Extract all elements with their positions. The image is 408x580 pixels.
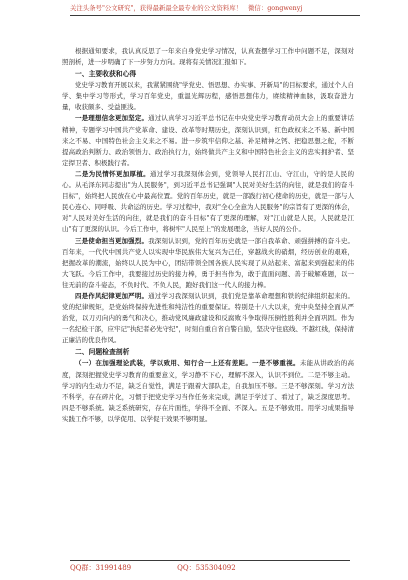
item-3-text: 我深刻认识到，党的百年历史就是一部自我革命、顽强拼搏的奋斗史。百年来，一代代中国共产党人以实现中华民族伟大复兴为己任，穿越战火的硝烟，经历创业的艰难，把握改革的潮流，始终以人民为中心，团结带领全国各族人民实现了从站起来、富起来到强起来的伟大飞跃。今后工作中，我要接过历史的接力棒，勇于担当作为，敢于直面问题、善于破解难题，以一往无前的奋斗姿态，不负时代、不负人民，跑好我们这一代人的接力棒。 (62, 236, 355, 289)
section-2-sub-heading: （一）在加强理论武装，学以致用、知行合一上还有差距。 (75, 359, 253, 368)
section-2-point-heading: 一是不够重视。 (252, 359, 300, 368)
banner-follow-text: 关注头条号"公文研究"，获得最新最全最专业的公文资料库！ (70, 4, 243, 12)
section-2-heading: 二、问题检查剖析 (75, 348, 130, 357)
item-2-heading: 二是为民情怀更加厚植。 (75, 169, 150, 178)
banner-wechat-id: gongwenyj (267, 4, 303, 12)
footer-qq-group-number: 31991489 (95, 564, 132, 572)
footer-qq (177, 564, 236, 572)
top-banner (70, 2, 360, 16)
section-1-heading: 一、主要收获和心得 (75, 70, 137, 79)
item-3-heading: 三是使命担当更加强烈。 (75, 236, 149, 245)
footer-bar (70, 560, 350, 575)
section-2-text: 未能从讲政治的高度，深刻把握党史学习教育的重要意义，学习静不下心，理解不深入，认识不到位。二是不够主动。学习的内生动力不足，缺乏自觉性，满足于跟着大部队走，自我加压不够。三是不够深刻。学习方法不科学，存在碎片化，习惯于把党史学习当作任务来完成，满足于学过了、看过了，缺乏深度思考。四是不够系统。缺乏系统研究，存在片面性，学得不全面、不深入。五是不够致用。用学习成果指导实践工作不够，以学促用、以学促干效果不够明显。 (62, 359, 354, 423)
footer-qq-group (70, 561, 131, 575)
item-4-heading: 四是作风纪律更加严明。 (75, 291, 149, 300)
item-1-text: 通过认真学习习近平总书记在中央党史学习教育动员大会上的重要讲话精神，专题学习中国共产党革命、建设、改革等时期历史，深刻认识到，红色政权来之不易、新中国来之不易、中国特色社会主义来之不易。进一步筑牢信仰之基、补足精神之钙、把稳思想之舵，不断提高政治判断力、政治领悟力、政治执行力，始终做共产主义和中国特色社会主义的忠实拥护者、坚定捍卫者、积极践行者。 (62, 114, 355, 167)
item-3-paragraph (62, 236, 354, 291)
footer-qq-number: 535304092 (195, 564, 236, 572)
item-1-heading: 一是理想信念更加坚定。 (75, 114, 149, 123)
item-2-paragraph (62, 169, 354, 236)
item-4-text: 通过学习我深刻认识到，我们党是靠革命理想和铁的纪律组织起来的。党的纪律规矩，是党始终保持先进性和纯洁性的重要保证。特别是十八大以来，党中央坚持全面从严治党，以刀刃向内的勇气和决心，推动党风廉政建设和反腐败斗争取得压倒性胜利并全面巩固。作为一名纪检干部，应牢记"执纪者必先守纪"，时刻自重自省自警自励，坚决守住底线、不越红线，保持清正廉洁的优良作风。 (62, 291, 355, 345)
item-4-paragraph (62, 291, 354, 346)
intro-paragraph: 根据通知要求，我认真反思了一年来自身党史学习情况，认真查摆学习工作中问题不足，深刻对照剖析，进一步明确了下一步努力方向。现将有关情况汇报如下。 (62, 47, 354, 67)
section-2-paragraph (62, 358, 354, 425)
section-1-lead: 党史学习教育开展以来，我紧紧围绕"学党史、悟思想、办实事、开新局"的目标要求，通过个人自学、集中学习等形式，学习百年党史，重温光辉历程，感悟思想伟力，赓续精神血脉，汲取奋进力量，收获颇多、受益匪浅。 (62, 81, 354, 112)
item-1-paragraph (62, 113, 354, 168)
footer-qq-label: QQ： (177, 564, 196, 572)
item-2-text: 通过学习我深刻体会到，党领导人民打江山、守江山，守的是人民的心。从毛泽东同志提出"为人民服务"，到习近平总书记强调"人民对美好生活的向往，就是我们的奋斗目标"，始终把人民放在心中最高位置。党的百年历史，就是一部践行初心使命的历史，就是一部与人民心连心、同呼吸、共命运的历史。学习过程中，我对"全心全意为人民服务"的宗旨有了更深的体会，对"人民对美好生活的向往，就是我们的奋斗目标"有了更深的理解，对"江山就是人民，人民就是江山"有了更深的认识。今后工作中，将树牢"人民至上"的发展理念，当好人民的公仆。 (62, 169, 354, 234)
footer-qq-group-label: QQ群： (70, 564, 96, 572)
banner-wechat-label: 微信： (248, 4, 268, 12)
document-body (62, 46, 354, 425)
